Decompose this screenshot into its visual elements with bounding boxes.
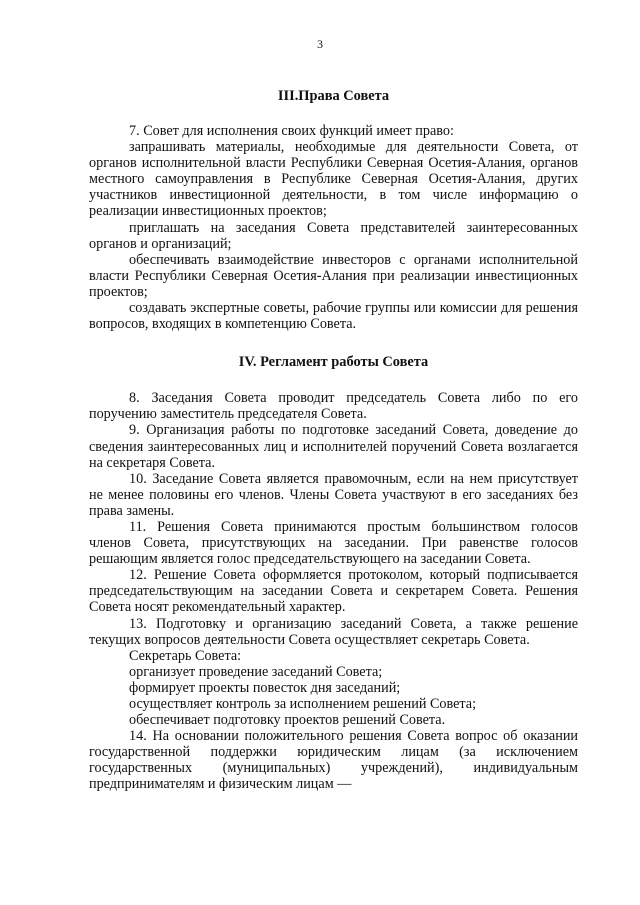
paragraph-organizes-meetings: организует проведение заседаний Совета; (129, 663, 383, 680)
document-body (89, 88, 578, 793)
paragraph-8: 8. Заседания Совета проводит председатель Совета либо по его поручению заместитель председателя Совета. (89, 390, 578, 423)
paragraph-request-materials: запрашивать материалы, необходимые для деятельности Совета, от органов исполнительной власти Республики Северная Осетия-Алания, органов местного самоуправления в Республике Северная Осетия-Алания, других участников инвестиционной деятельности, в том числе информацию о реализации инвестиционных проектов; (89, 139, 578, 220)
paragraph-ensure-interaction: обеспечивать взаимодействие инвесторов с органами исполнительной власти Республики Северная Осетия-Алания при реализации инвестиционных проектов; (89, 251, 578, 300)
paragraph-forms-agendas: формирует проекты повесток дня заседаний; (129, 679, 401, 696)
paragraph-7: 7. Совет для исполнения своих функций имеет право: (129, 123, 454, 139)
paragraph-create-councils: создавать экспертные советы, рабочие группы или комиссии для решения вопросов, входящих в компетенцию Совета. (89, 300, 578, 333)
paragraph-14: 14. На основании положительного решения Совета вопрос об оказании государственной поддержки юридическим лицам (за исключением государственных (муниципальных) учреждений), индивидуальным предпринимателям и физическим лицам — (89, 728, 578, 793)
paragraph-invite-representatives: приглашать на заседания Совета представителей заинтересованных органов и организаций; (89, 219, 578, 252)
page-number: 3 (317, 37, 323, 51)
paragraph-11: 11. Решения Совета принимаются простым большинством голосов членов Совета, присутствующих на заседании. При равенстве голосов решающим является голос председательствующего на заседании Совета. (89, 518, 578, 568)
paragraph-9: 9. Организация работы по подготовке заседаний Совета, доведение до сведения заинтересованных лиц и исполнителей поручений Совета возлагается на секретаря Совета. (89, 422, 578, 471)
paragraph-10: 10. Заседание Совета является правомочным, если на нем присутствует не менее половины его членов. Члены Совета участвуют в его заседаниях без права замены. (89, 470, 578, 519)
paragraph-controls-execution: осуществляет контроль за исполнением решений Совета; (129, 696, 477, 712)
section-heading-rights: III.Права Совета (277, 88, 390, 104)
paragraph-13: 13. Подготовку и организацию заседаний Совета, а также решение текущих вопросов деятельности Совета осуществляет секретарь Совета. (89, 615, 578, 648)
paragraph-12: 12. Решение Совета оформляется протоколом, который подписывается председательствующим на заседании Совета и секретарем Совета. Решения Совета носят рекомендательный характер. (89, 567, 578, 616)
section-heading-regulations: IV. Регламент работы Совета (238, 354, 429, 371)
paragraph-secretary: Секретарь Совета: (129, 647, 242, 664)
paragraph-prepares-drafts: обеспечивает подготовку проектов решений Совета. (129, 712, 446, 729)
